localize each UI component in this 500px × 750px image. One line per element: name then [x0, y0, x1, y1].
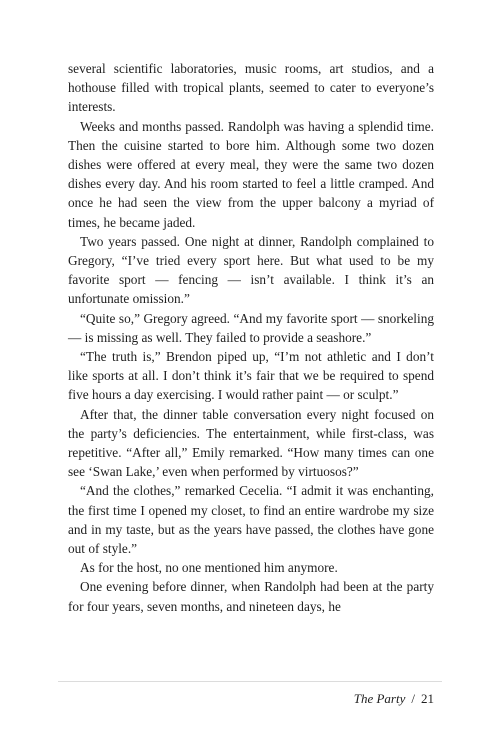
paragraph: As for the host, no one mentioned him anymore. — [80, 560, 338, 576]
paragraph: One evening before dinner, when Randolph had been at the party for four years, seven months, and nineteen days, he — [68, 579, 434, 614]
body-text — [68, 59, 434, 616]
paragraph-continuation: several scientific laboratories, music rooms, art studios, and a hothouse filled with tropical plants, seemed to cater to everyone’s interests. — [68, 61, 434, 115]
paragraph: Weeks and months passed. Randolph was having a splendid time. Then the cuisine started to bore him. Although some two dozen dishes were offered at every meal, they were the same two dozen dishes every day. And his room started to feel a little cramped. And once he had seen the view from the upper balcony a myriad of times, he became jaded. — [68, 118, 434, 230]
footer-separator: / — [411, 691, 415, 706]
running-footer — [354, 691, 434, 707]
page-number: 21 — [421, 691, 434, 706]
paragraph: “And the clothes,” remarked Cecelia. “I admit it was enchanting, the first time I opened my closet, to find an entire wardrobe my size and in my taste, but as the years have passed, the clothes have gone out of style.” — [68, 483, 434, 557]
paragraph: After that, the dinner table conversation every night focused on the party’s deficiencies. The entertainment, while first-class, was repetitive. “After all,” Emily remarked. “How many times can one see ‘Swan Lake,’ even when performed by virtuosos?” — [68, 406, 434, 480]
paragraph: “The truth is,” Brendon piped up, “I’m not athletic and I don’t like sports at all. I don’t think it’s fair that we be required to spend five hours a day exercising. I would rather paint — or sculpt.” — [68, 349, 434, 403]
paragraph: Two years passed. One night at dinner, Randolph complained to Gregory, “I’ve tried every sport here. But what used to be my favorite sport — fencing — isn’t available. I think it’s an unfortunate omission.” — [68, 233, 434, 307]
footer-divider — [58, 681, 442, 682]
paragraph: “Quite so,” Gregory agreed. “And my favorite sport — snorkeling — is missing as well. They failed to provide a seashore.” — [68, 310, 434, 345]
footer-book-title: The Party — [353, 691, 406, 706]
